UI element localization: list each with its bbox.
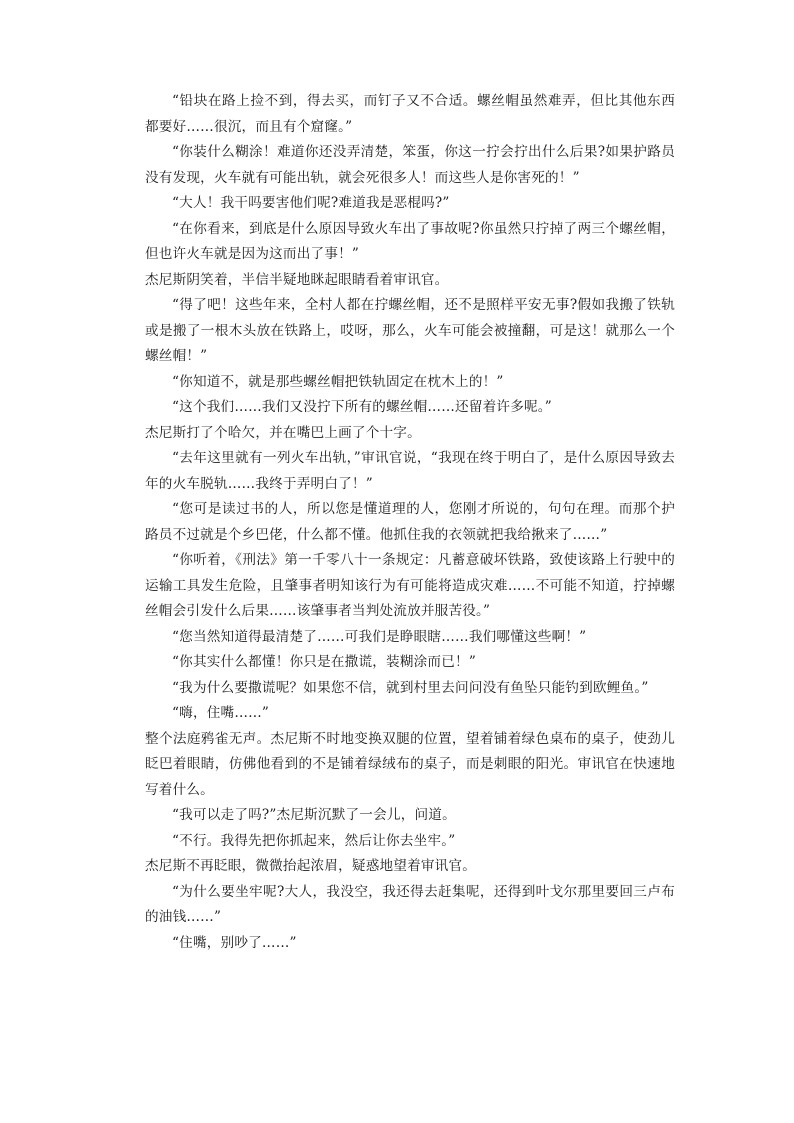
paragraph-9: 杰尼斯打了个哈欠，并在嘴巴上画了个十字。 xyxy=(145,424,421,441)
paragraph-14: “你其实什么都懂！你只是在撒谎，装糊涂而已！” xyxy=(172,654,476,670)
paragraph-17: 整个法庭鸦雀无声。杰尼斯不时地变换双腿的位置，望着铺着绿色桌布的桌子，使劲儿眨巴着眼睛，仿佛他看到的不是铺着绿绒布的桌子，而是刺眼的阳光。审讯官在快速地写着什么。 xyxy=(145,730,675,798)
paragraph-5: 杰尼斯阴笑着，半信半疑地眯起眼睛看着审讯官。 xyxy=(145,271,449,288)
paragraph-18: “我可以走了吗?”杰尼斯沉默了一会儿，问道。 xyxy=(172,807,456,823)
document-body xyxy=(145,89,675,956)
paragraph-22: “住嘴，别吵了……” xyxy=(172,934,297,951)
paragraph-10: “去年这里就有一列火车出轨，”审讯官说，“我现在终于明白了，是什么原因导致去年的火车脱轨……我终于弄明白了！” xyxy=(145,450,675,492)
paragraph-19: “不行。我得先把你抓起来，然后让你去坐牢。” xyxy=(172,832,456,849)
paragraph-11: “您可是读过书的人，所以您是懂道理的人，您刚才所说的，句句在理。而那个护路员不过就是个乡巴佬，什么都不懂。他抓住我的衣领就把我给揪来了……” xyxy=(145,501,675,543)
paragraph-21: “为什么要坐牢呢?大人，我没空，我还得去赶集呢，还得到叶戈尔那里要回三卢布的油钱……” xyxy=(145,883,675,925)
paragraph-1: “铅块在路上捡不到，得去买，而钉子又不合适。螺丝帽虽然难弄，但比其他东西都要好……很沉，而且有个窟窿。” xyxy=(145,93,675,135)
paragraph-13: “您当然知道得最清楚了……可我们是睁眼瞎……我们哪懂这些啊！” xyxy=(172,628,587,645)
paragraph-20: 杰尼斯不再眨眼，微微抬起浓眉，疑惑地望着审讯官。 xyxy=(145,858,477,874)
paragraph-6: “得了吧！这些年来，全村人都在拧螺丝帽，还不是照样平安无事?假如我搬了铁轨或是搬了一根木头放在铁路上，哎呀，那么，火车可能会被撞翻，可是这！就那么一个螺丝帽！” xyxy=(145,297,675,364)
paragraph-8: “这个我们……我们又没拧下所有的螺丝帽……还留着许多呢。” xyxy=(172,399,552,415)
paragraph-2: “你装什么糊涂！难道你还没弄清楚，笨蛋，你这一拧会拧出什么后果?如果护路员没有发现，火车就有可能出轨，就会死很多人！而这些人是你害死的！” xyxy=(145,144,675,186)
paragraph-3: “大人！我干吗要害他们呢?难道我是恶棍吗?” xyxy=(172,195,450,211)
paragraph-15: “我为什么要撒谎呢？如果您不信，就到村里去问问没有鱼坠只能钓到欧鲤鱼。” xyxy=(172,679,649,696)
paragraph-16: “嗨，住嘴……” xyxy=(172,705,270,721)
paragraph-4: “在你看来，到底是什么原因导致火车出了事故呢?你虽然只拧掉了两三个螺丝帽，但也许火车就是因为这而出了事！” xyxy=(145,220,675,262)
paragraph-7: “你知道不，就是那些螺丝帽把铁轨固定在枕木上的！” xyxy=(172,373,504,390)
paragraph-12: “你听着，《刑法》第一千零八十一条规定：凡蓄意破坏铁路，致使该路上行驶中的运输工具发生危险，且肇事者明知该行为有可能将造成灾难……不可能不知道，拧掉螺丝帽会引发什么后果……该肇事者当判处流放并服苦役。” xyxy=(145,552,675,619)
